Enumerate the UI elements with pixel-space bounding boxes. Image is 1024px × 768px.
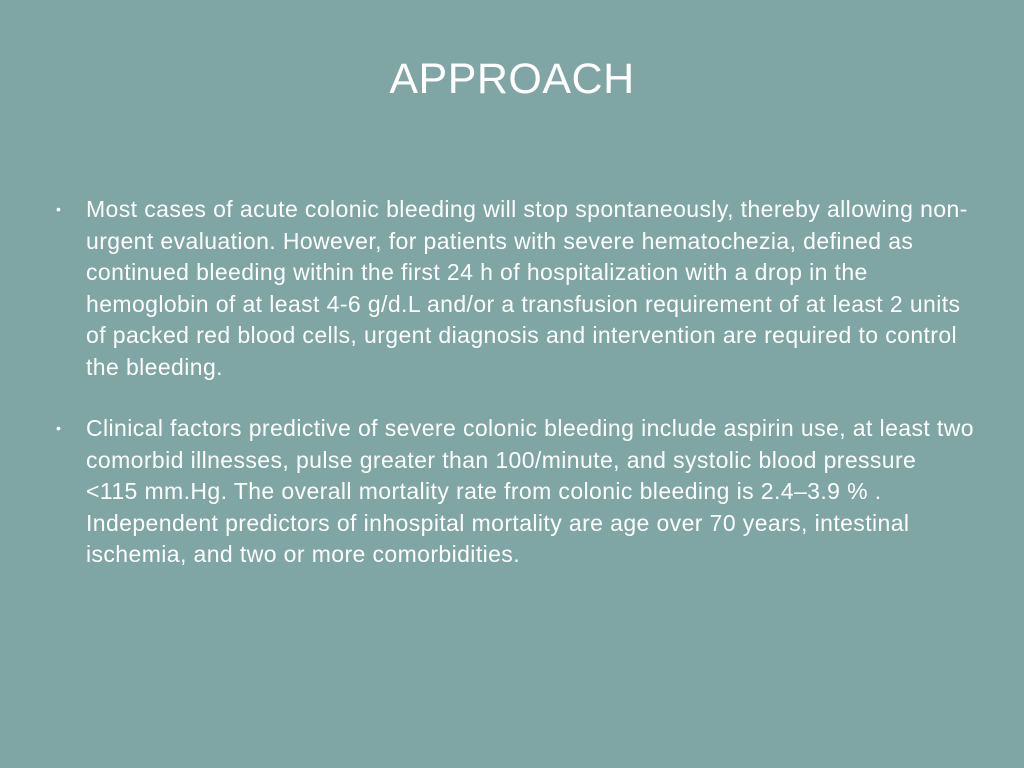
bullet-list (54, 194, 974, 601)
bullet-text: Most cases of acute colonic bleeding will stop spontaneously, thereby allowing non-urgent evaluation. However, for patients with severe hematochezia, defined as continued bleeding within the first 24 h of hospitalization with a drop in the hemoglobin of at least 4-6 g/d.L and/or a transfusion requirement of at least 2 units of packed red blood cells, urgent diagnosis and intervention are required to control the bleeding. (86, 196, 968, 380)
bullet-item (54, 194, 974, 383)
bullet-marker: • (56, 201, 62, 217)
bullet-item (54, 413, 974, 571)
bullet-marker: • (56, 420, 62, 436)
slide-title: APPROACH (389, 55, 635, 103)
bullet-text: Clinical factors predictive of severe colonic bleeding include aspirin use, at least two comorbid illnesses, pulse greater than 100/minute, and systolic blood pressure <115 mm.Hg. The overall mortality rate from colonic bleeding is 2.4–3.9 % . Independent predictors of inhospital mortality are age over 70 years, intestinal ischemia, and two or more comorbidities. (86, 415, 974, 567)
